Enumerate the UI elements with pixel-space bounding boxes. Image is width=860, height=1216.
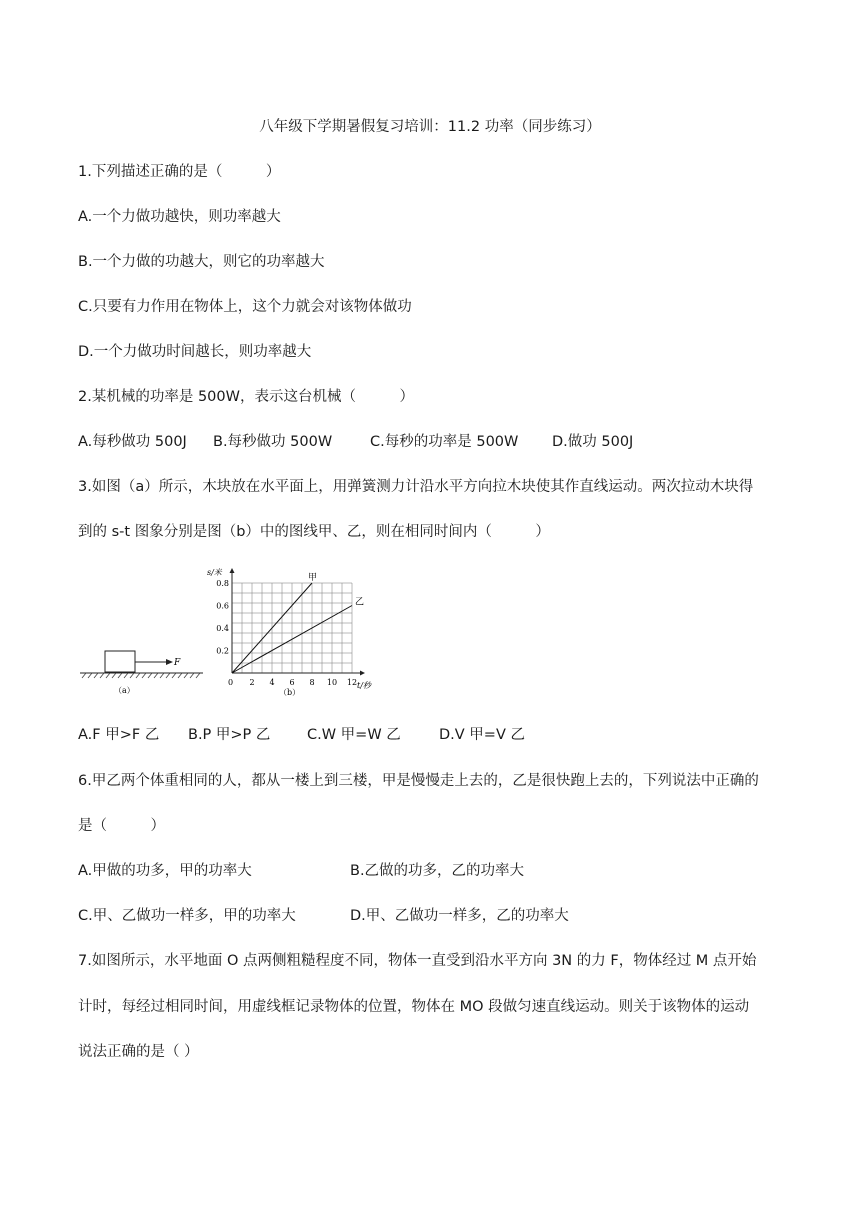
question-2-stem: 2.某机械的功率是 500W，表示这台机械（ ） — [78, 389, 414, 405]
x-tick-label: 12 — [346, 678, 358, 687]
y-tick-label: 0.2 — [216, 646, 229, 656]
question-1-option-b: B.一个力做的功越大，则它的功率越大 — [78, 254, 325, 270]
y-axis-label: s/米 — [207, 568, 222, 577]
document-title: 八年级下学期暑假复习培训：11.2 功率（同步练习） — [259, 119, 601, 135]
series-label-2: 乙 — [355, 597, 365, 608]
wooden-block — [105, 651, 135, 672]
question-1-option-d: D.一个力做功时间越长，则功率越大 — [78, 344, 312, 360]
chart-grid — [232, 583, 352, 673]
x-tick-label: 4 — [269, 678, 275, 687]
x-tick-label: 2 — [249, 678, 255, 687]
figure-b-st-graph — [205, 563, 380, 703]
question-1-option-a: A.一个力做功越快，则功率越大 — [78, 209, 281, 225]
question-2-option-a: A.每秒做功 500J — [78, 434, 187, 450]
x-tick-label: 6 — [289, 678, 295, 687]
question-1-option-c: C.只要有力作用在物体上，这个力就会对该物体做功 — [78, 299, 412, 315]
x-tick-label: 10 — [326, 678, 338, 687]
y-tick-label: 0.4 — [216, 624, 229, 633]
x-axis-label: t/秒 — [357, 681, 371, 690]
question-3-stem-line-2: 到的 s-t 图象分别是图（b）中的图线甲、乙，则在相同时间内（ ） — [78, 524, 550, 540]
question-3-option-d: D.V 甲=V 乙 — [439, 727, 525, 743]
force-arrow-head — [166, 659, 173, 665]
x-axis-arrow — [360, 671, 365, 676]
question-6-stem-line-2: 是（ ） — [78, 818, 165, 834]
question-2-option-b: B.每秒做功 500W — [213, 434, 333, 450]
question-6-stem-line-1: 6.甲乙两个体重相同的人，都从一楼上到三楼，甲是慢慢走上去的，乙是很快跑上去的，下列说法中正确的 — [78, 773, 759, 789]
y-tick-label: 0.8 — [216, 579, 229, 588]
y-axis-arrow — [230, 568, 235, 573]
question-1-stem: 1.下列描述正确的是（ ） — [78, 164, 281, 180]
question-6-option-a: A.甲做的功多，甲的功率大 — [78, 863, 252, 879]
figure-b-caption: （b） — [279, 688, 301, 697]
question-7-stem-line-2: 计时，每经过相同时间，用虚线框记录物体的位置，物体在 MO 段做匀速直线运动。则关于该物体的运动 — [78, 999, 750, 1015]
series-label-1: 甲 — [308, 573, 318, 583]
figure-a-caption: （a） — [114, 686, 135, 695]
question-2-option-c: C.每秒的功率是 500W — [370, 434, 519, 450]
force-label: F — [174, 658, 181, 668]
question-3-option-c: C.W 甲=W 乙 — [307, 727, 401, 743]
ground-hatching — [82, 673, 200, 678]
question-3-stem-line-1: 3.如图（a）所示，木块放在水平面上，用弹簧测力计沿水平方向拉木块使其作直线运动。两次拉动木块得 — [78, 479, 754, 495]
x-tick-label: 8 — [309, 678, 315, 687]
y-tick-label: 0.6 — [216, 601, 229, 611]
y-tick-labels — [216, 579, 229, 656]
question-7-stem-line-3: 说法正确的是（ ） — [78, 1044, 199, 1060]
origin-label: 0 — [228, 678, 234, 687]
question-3-option-a: A.F 甲>F 乙 — [78, 727, 160, 743]
question-7-stem-line-1: 7.如图所示，水平地面 O 点两侧粗糙程度不同，物体一直受到沿水平方向 3N 的力 F，物体经过 M 点开始 — [78, 953, 757, 969]
question-6-option-c: C.甲、乙做功一样多，甲的功率大 — [78, 908, 296, 924]
question-6-option-b: B.乙做的功多，乙的功率大 — [350, 863, 525, 879]
question-2-option-d: D.做功 500J — [552, 434, 634, 450]
question-6-option-d: D.甲、乙做功一样多，乙的功率大 — [350, 908, 569, 924]
x-tick-labels — [249, 678, 357, 687]
figure-a-block-diagram — [78, 640, 208, 700]
question-3-option-b: B.P 甲>P 乙 — [188, 727, 271, 743]
